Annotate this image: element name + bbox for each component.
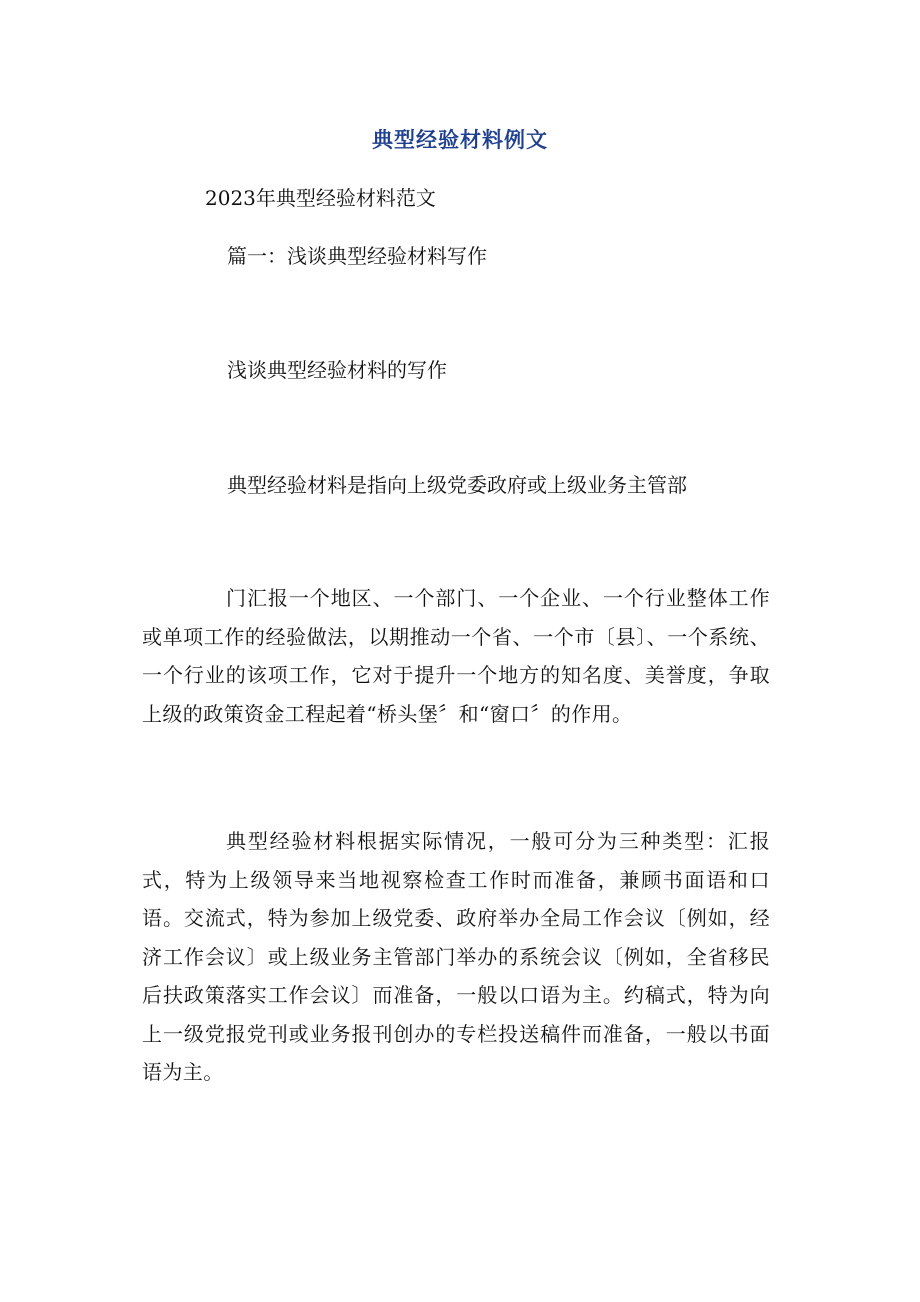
document-title: 典型经验材料例文 — [372, 128, 548, 152]
paragraph-2: 典型经验材料根据实际情况，一般可分为三种类型：汇报式，特为上级领导来当地视察检查工作时而准备，兼顾书面语和口语。交流式，特为参加上级党委、政府举办全局工作会议〔例如，经济工作会议〕或上级业务主管部门举办的系统会议〔例如，全省移民后扶政策落实工作会议〕而准备，一般以口语为主。约稿式，特为向上一级党报党刊或业务报刊创办的专栏投送稿件而准备，一般以书面语为主。 — [142, 829, 770, 1084]
document-subtitle: 2023年典型经验材料范文 — [205, 186, 436, 210]
section-heading: 篇一：浅谈典型经验材料写作 — [227, 244, 487, 268]
article-heading: 浅谈典型经验材料的写作 — [227, 358, 447, 382]
paragraph-1: 门汇报一个地区、一个部门、一个企业、一个行业整体工作或单项工作的经验做法，以期推动一个省、一个市〔县〕、一个系统、一个行业的该项工作，它对于提升一个地方的知名度、美誉度，争取上级的政策资金工程起着“桥头堡〞和“窗口〞的作用。 — [142, 586, 770, 726]
intro-line: 典型经验材料是指向上级党委政府或上级业务主管部 — [227, 473, 687, 497]
